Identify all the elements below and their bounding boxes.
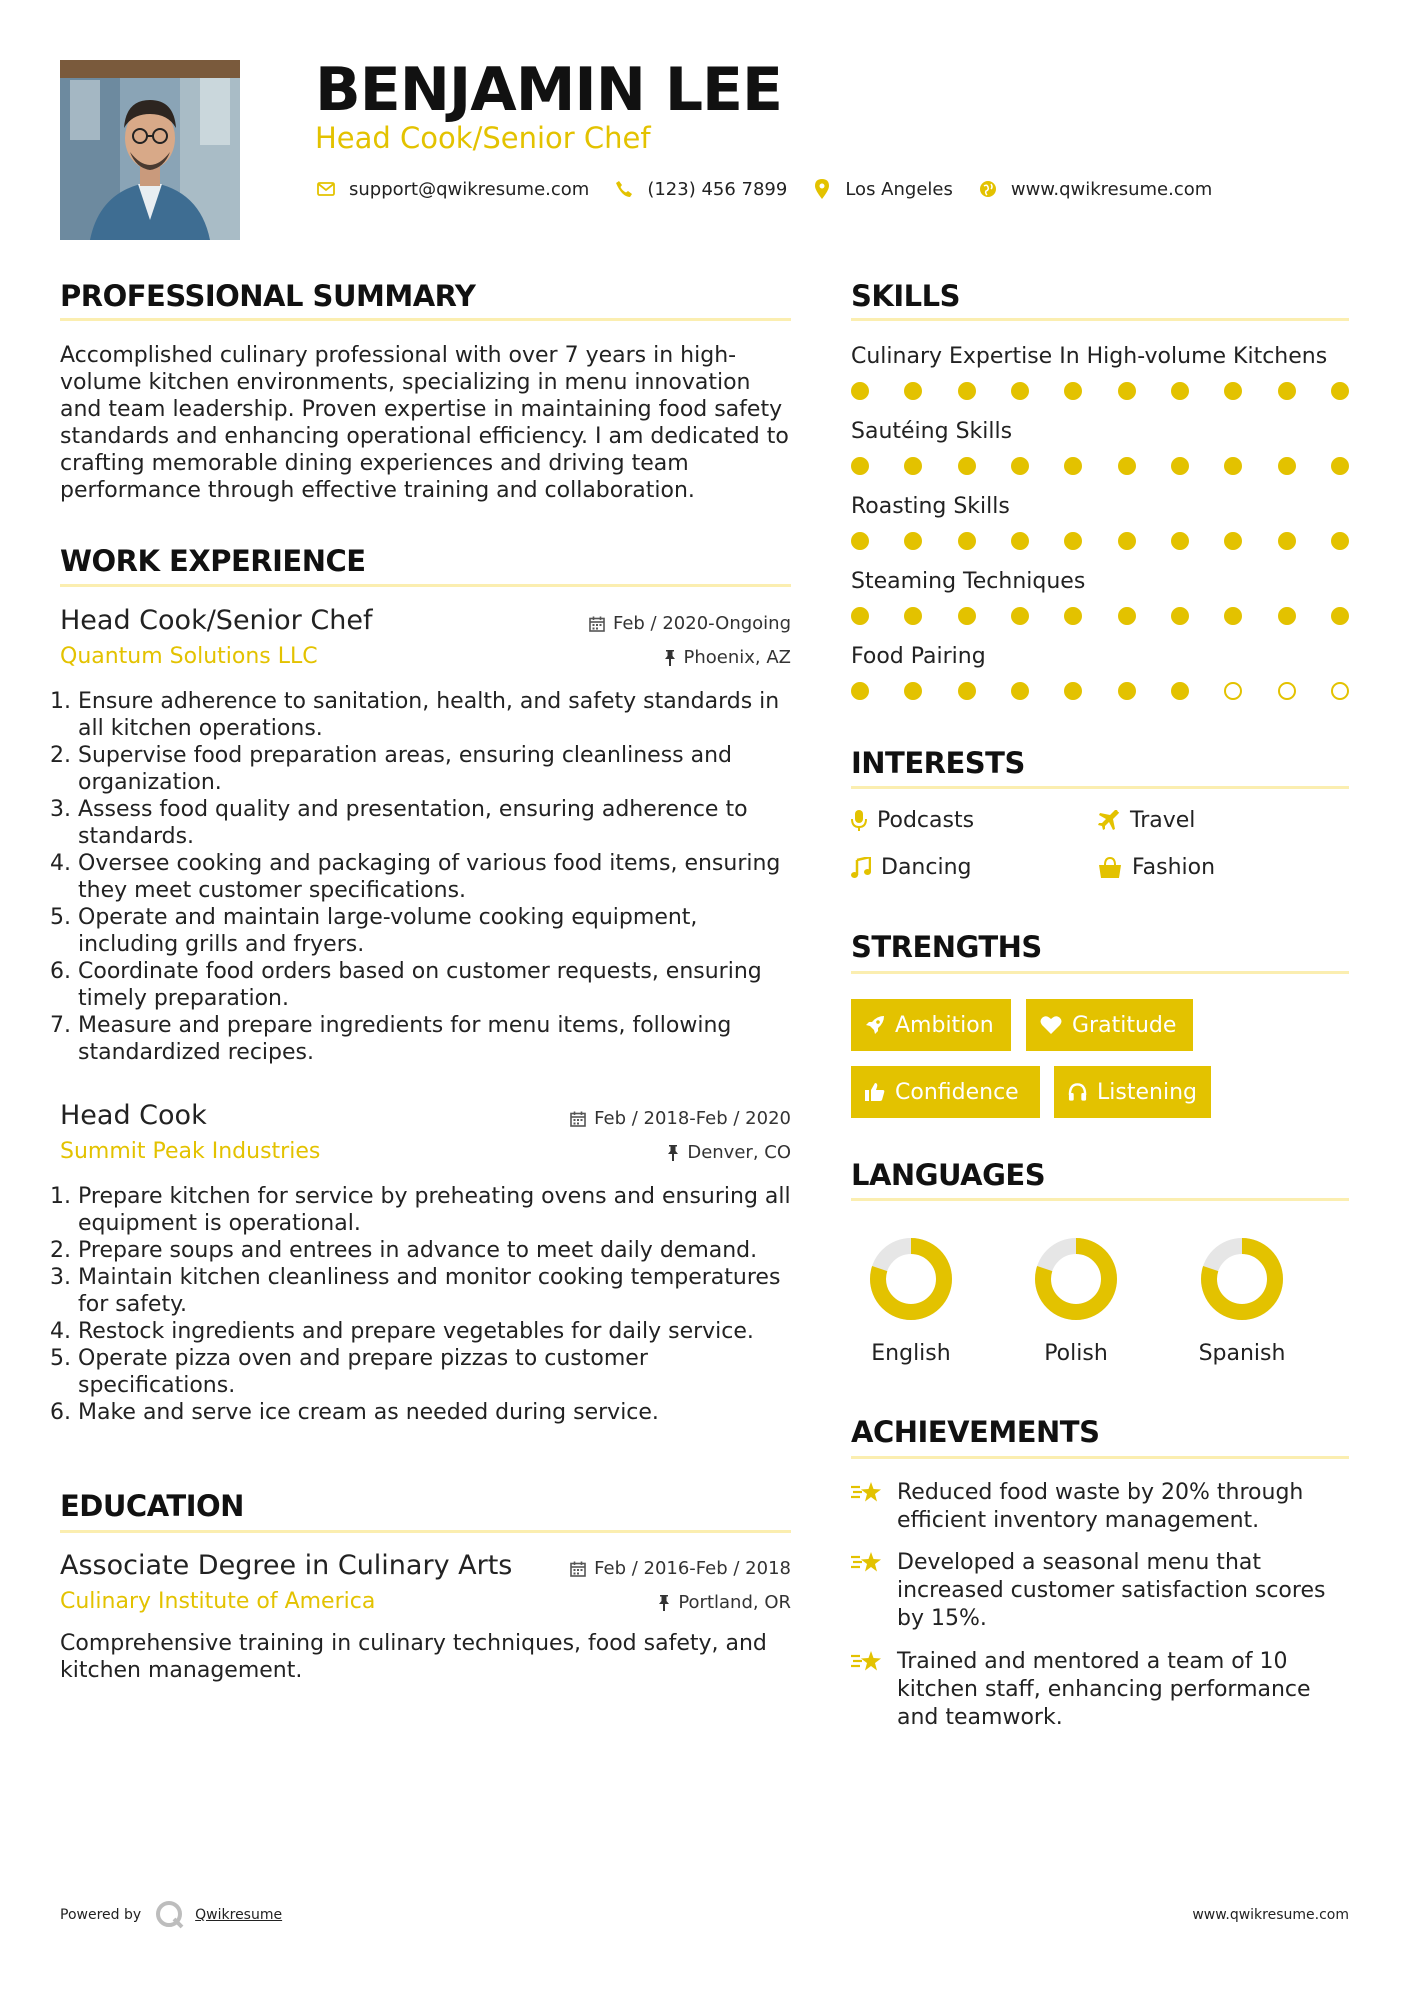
contact-location: Los Angeles	[845, 178, 953, 200]
rating-dot-filled	[1064, 382, 1082, 400]
job-role: Head Cook	[60, 1100, 207, 1131]
map-pin-icon	[811, 178, 833, 200]
strength-tag	[1054, 1066, 1211, 1118]
rating-dot-filled	[1064, 682, 1082, 700]
rating-dot-filled	[1118, 382, 1136, 400]
powered-by-label: Powered by	[60, 1907, 142, 1923]
skill-rating	[851, 382, 1349, 400]
contact-email[interactable]: support@qwikresume.com	[349, 178, 590, 200]
language-proficiency-ring	[1198, 1235, 1286, 1323]
interest-item	[1098, 808, 1195, 833]
rating-dot-filled	[1278, 607, 1296, 625]
rating-dot-filled	[904, 607, 922, 625]
summary-rule	[60, 318, 791, 321]
microphone-icon	[851, 810, 867, 832]
language-name: Spanish	[1198, 1341, 1286, 1366]
languages-rule	[851, 1198, 1349, 1201]
education-dates-text: Feb / 2016-Feb / 2018	[594, 1558, 791, 1579]
skill-rating	[851, 532, 1349, 550]
rating-dot-filled	[851, 532, 869, 550]
thumbs-up-icon	[865, 1082, 885, 1102]
skill-rating	[851, 457, 1349, 475]
list-item: 4. Restock ingredients and prepare vegetables for daily service.	[78, 1318, 791, 1345]
job-location-text: Phoenix, AZ	[683, 647, 791, 668]
envelope-icon	[315, 178, 337, 200]
job-location	[667, 1142, 791, 1163]
achievement-item	[851, 1648, 1349, 1732]
job-company: Summit Peak Industries	[60, 1139, 321, 1164]
summary-text: Accomplished culinary professional with over 7 years in high-volume kitchen environments, specializing in menu innovation and team leadership. Proven expertise in maintaining food safety standards and enhancing operational efficiency. I am dedicated to crafting memorable dining experiences and driving team performance through effective training and collaboration.	[60, 343, 789, 503]
strength-tag	[1026, 999, 1193, 1051]
phone-icon	[613, 178, 635, 200]
skill-item	[851, 421, 1349, 475]
interest-label: Travel	[1130, 808, 1196, 833]
rating-dot-filled	[1011, 382, 1029, 400]
language-proficiency-ring	[1032, 1235, 1120, 1323]
job-location-text: Denver, CO	[687, 1142, 791, 1163]
language-name: English	[871, 1341, 951, 1366]
interest-item	[851, 808, 974, 833]
rating-dot-filled	[1118, 607, 1136, 625]
contact-website[interactable]: www.qwikresume.com	[1010, 178, 1213, 200]
achievements-heading: ACHIEVEMENTS	[851, 1415, 1100, 1449]
list-item: 6. Coordinate food orders based on customer requests, ensuring timely preparation.	[78, 958, 791, 1012]
interest-item	[851, 855, 971, 880]
skill-name: Steaming Techniques	[851, 569, 1086, 594]
education-heading: EDUCATION	[60, 1489, 244, 1523]
rating-dot-filled	[1331, 457, 1349, 475]
list-item: 6. Make and serve ice cream as needed during service.	[78, 1399, 791, 1426]
pushpin-icon	[664, 650, 676, 666]
interest-item	[1098, 855, 1215, 880]
rating-dot-filled	[1171, 607, 1189, 625]
language-item	[1006, 1235, 1146, 1366]
skill-rating	[851, 682, 1349, 700]
rating-dot-filled	[1064, 457, 1082, 475]
list-item: 5. Operate and maintain large-volume cooking equipment, including grills and fryers.	[78, 904, 791, 958]
strengths-heading: STRENGTHS	[851, 930, 1042, 964]
education-entry-header	[60, 1552, 791, 1616]
rating-dot-filled	[1171, 382, 1189, 400]
footer-url[interactable]: www.qwikresume.com	[1192, 1907, 1349, 1923]
globe-icon	[977, 178, 999, 200]
job-entry-header	[60, 607, 791, 671]
strength-label: Listening	[1097, 1079, 1197, 1105]
strength-label: Confidence	[895, 1079, 1019, 1105]
shooting-star-icon	[851, 1549, 883, 1577]
rating-dot-filled	[1064, 532, 1082, 550]
job-role: Head Cook/Senior Chef	[60, 605, 373, 636]
skill-item	[851, 496, 1349, 550]
language-item	[1172, 1235, 1312, 1366]
job-duties-list	[52, 1183, 791, 1426]
list-item: 3. Assess food quality and presentation, ensuring adherence to standards.	[78, 796, 791, 850]
achievement-text: Trained and mentored a team of 10 kitchen staff, enhancing performance and teamwork.	[897, 1649, 1311, 1730]
education-dates	[570, 1558, 791, 1579]
shooting-star-icon	[851, 1479, 883, 1507]
job-location	[664, 647, 792, 668]
language-proficiency-ring	[867, 1235, 955, 1323]
calendar-icon	[589, 616, 605, 632]
skill-name: Sautéing Skills	[851, 419, 1013, 444]
rating-dot-filled	[1224, 607, 1242, 625]
qwikresume-logo-icon	[155, 1900, 185, 1930]
list-item: 1. Ensure adherence to sanitation, health, and safety standards in all kitchen operations.	[78, 688, 791, 742]
list-item: 4. Oversee cooking and packaging of various food items, ensuring they meet customer specifications.	[78, 850, 791, 904]
education-location	[658, 1592, 791, 1613]
strength-tag	[851, 1066, 1040, 1118]
rating-dot-filled	[1118, 457, 1136, 475]
job-dates	[589, 613, 791, 634]
job-company: Quantum Solutions LLC	[60, 644, 318, 669]
strength-label: Gratitude	[1072, 1012, 1177, 1038]
rating-dot-filled	[851, 382, 869, 400]
education-location-text: Portland, OR	[678, 1592, 791, 1613]
rating-dot-filled	[1011, 607, 1029, 625]
calendar-icon	[570, 1561, 586, 1577]
shooting-star-icon	[851, 1648, 883, 1676]
job-dates-text: Feb / 2018-Feb / 2020	[594, 1108, 791, 1129]
achievement-text: Developed a seasonal menu that increased customer satisfaction scores by 15%.	[897, 1550, 1326, 1631]
music-icon	[851, 857, 871, 879]
skill-rating	[851, 607, 1349, 625]
rating-dot-filled	[1011, 682, 1029, 700]
interest-label: Podcasts	[877, 808, 975, 833]
achievements-rule	[851, 1456, 1349, 1459]
strengths-rule	[851, 971, 1349, 974]
education-rule	[60, 1530, 791, 1533]
profile-photo	[60, 60, 240, 240]
education-description: Comprehensive training in culinary techniques, food safety, and kitchen management.	[60, 1631, 767, 1683]
rating-dot-filled	[1278, 457, 1296, 475]
list-item: 2. Supervise food preparation areas, ensuring cleanliness and organization.	[78, 742, 791, 796]
interest-label: Dancing	[881, 855, 972, 880]
skill-item	[851, 346, 1349, 400]
rating-dot-filled	[1278, 532, 1296, 550]
language-item	[841, 1235, 981, 1366]
pushpin-icon	[658, 1595, 670, 1611]
rating-dot-filled	[958, 457, 976, 475]
list-item: 3. Maintain kitchen cleanliness and monitor cooking temperatures for safety.	[78, 1264, 791, 1318]
job-dates-text: Feb / 2020-Ongoing	[612, 613, 791, 634]
summary-heading: PROFESSIONAL SUMMARY	[60, 279, 476, 313]
rating-dot-filled	[1278, 382, 1296, 400]
rating-dot-filled	[904, 682, 922, 700]
list-item: 5. Operate pizza oven and prepare pizzas to customer specifications.	[78, 1345, 791, 1399]
pushpin-icon	[667, 1145, 679, 1161]
list-item: 7. Measure and prepare ingredients for menu items, following standardized recipes.	[78, 1012, 791, 1066]
achievement-text: Reduced food waste by 20% through efficient inventory management.	[897, 1480, 1304, 1533]
achievement-item	[851, 1479, 1349, 1535]
list-item: 1. Prepare kitchen for service by preheating ovens and ensuring all equipment is operational.	[78, 1183, 791, 1237]
list-item: 2. Prepare soups and entrees in advance to meet daily demand.	[78, 1237, 791, 1264]
job-entry-header	[60, 1102, 791, 1166]
candidate-title: Head Cook/Senior Chef	[315, 121, 651, 155]
skill-name: Food Pairing	[851, 644, 986, 669]
job-dates	[570, 1108, 791, 1129]
interests-heading: INTERESTS	[851, 746, 1025, 780]
rating-dot-filled	[1118, 682, 1136, 700]
rating-dot-filled	[1331, 607, 1349, 625]
rating-dot-filled	[1118, 532, 1136, 550]
rating-dot-filled	[1224, 382, 1242, 400]
shopping-bag-icon	[1098, 857, 1122, 879]
rating-dot-filled	[1224, 532, 1242, 550]
contact-phone[interactable]: (123) 456 7899	[647, 178, 788, 200]
skill-item	[851, 571, 1349, 625]
rating-dot-filled	[958, 532, 976, 550]
experience-rule	[60, 584, 791, 587]
rating-dot-filled	[851, 607, 869, 625]
language-name: Polish	[1044, 1341, 1108, 1366]
candidate-name: BENJAMIN LEE	[315, 55, 783, 125]
rating-dot-filled	[1331, 532, 1349, 550]
rating-dot-empty	[1224, 682, 1242, 700]
rating-dot-filled	[1171, 457, 1189, 475]
rating-dot-filled	[1011, 457, 1029, 475]
strength-label: Ambition	[895, 1012, 994, 1038]
skill-name: Culinary Expertise In High-volume Kitchens	[851, 344, 1328, 369]
rating-dot-empty	[1278, 682, 1296, 700]
rating-dot-filled	[851, 682, 869, 700]
heart-icon	[1040, 1015, 1062, 1035]
rating-dot-filled	[958, 382, 976, 400]
rating-dot-filled	[904, 382, 922, 400]
rating-dot-filled	[1171, 532, 1189, 550]
rating-dot-filled	[1011, 532, 1029, 550]
skills-rule	[851, 318, 1349, 321]
job-duties-list	[52, 688, 791, 1066]
contact-bar	[315, 178, 1236, 200]
rating-dot-filled	[958, 682, 976, 700]
footer-branding	[60, 1900, 282, 1930]
rating-dot-filled	[1171, 682, 1189, 700]
brand-link[interactable]: Qwikresume	[195, 1907, 283, 1923]
school-name: Culinary Institute of America	[60, 1589, 376, 1614]
rating-dot-filled	[851, 457, 869, 475]
skill-name: Roasting Skills	[851, 494, 1010, 519]
achievement-item	[851, 1549, 1349, 1633]
headphones-icon	[1068, 1082, 1087, 1102]
rating-dot-empty	[1331, 682, 1349, 700]
experience-heading: WORK EXPERIENCE	[60, 544, 366, 578]
rating-dot-filled	[904, 532, 922, 550]
rating-dot-filled	[904, 457, 922, 475]
interests-rule	[851, 786, 1349, 789]
interest-label: Fashion	[1132, 855, 1216, 880]
plane-icon	[1098, 810, 1120, 832]
skill-item	[851, 646, 1349, 700]
rocket-icon	[865, 1015, 885, 1035]
rating-dot-filled	[958, 607, 976, 625]
rating-dot-filled	[1064, 607, 1082, 625]
rating-dot-filled	[1331, 382, 1349, 400]
languages-heading: LANGUAGES	[851, 1158, 1046, 1192]
rating-dot-filled	[1224, 457, 1242, 475]
skills-heading: SKILLS	[851, 279, 960, 313]
degree-name: Associate Degree in Culinary Arts	[60, 1550, 513, 1581]
strength-tag	[851, 999, 1011, 1051]
calendar-icon	[570, 1111, 586, 1127]
